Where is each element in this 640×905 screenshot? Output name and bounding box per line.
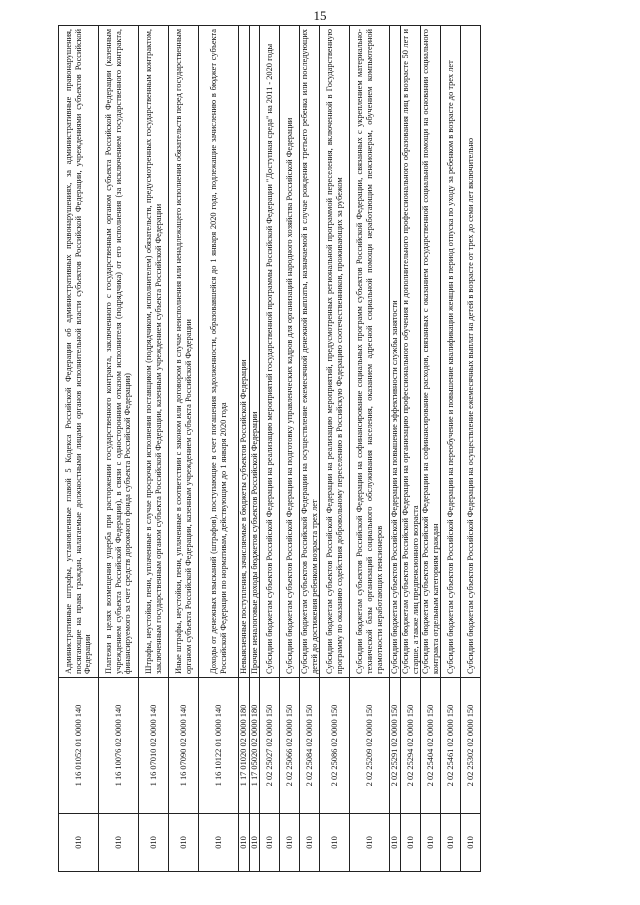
budget-code-cell: 1 17 01020 02 0000 180 bbox=[239, 678, 250, 814]
description-cell: Административные штрафы, установленные главой 5 Кодекса Российской Федерации об административных правонарушениях, за административные правонарушения, посягающие на права граждан, налагаемые должностными лицами органов исполнительной власти субъектов Российской Федерации, учреждениями субъектов Российской Федерации bbox=[59, 26, 99, 678]
description-cell: Субсидии бюджетам субъектов Российской Федерации на софинансирование социальных программ субъектов Российской Федерации, связанных с укреплением материально-технической базы организаций социального обслуживания населения, оказанием адресной социальной помощи неработающим пенсионерам, обучением компьютерной грамотности неработающих пенсионеров bbox=[350, 26, 390, 678]
table-row bbox=[390, 26, 401, 872]
page-number: 15 bbox=[313, 8, 327, 23]
description-cell: Субсидии бюджетам субъектов Российской Федерации на осуществление ежемесячной денежной выплаты, назначаемой в случае рождения третьего ребенка или последующих детей до достижения ребенком возраста трех лет bbox=[300, 26, 320, 678]
budget-code-cell: 1 17 05020 02 0000 180 bbox=[249, 678, 260, 814]
budget-code-cell: 2 02 25291 02 0000 150 bbox=[390, 678, 401, 814]
budget-code-cell: 2 02 25404 02 0000 150 bbox=[421, 678, 441, 814]
description-cell: Субсидии бюджетам субъектов Российской Федерации на организацию профессионального обучения и дополнительного профессионального образования лиц в возрасте 50 лет и старше, а также лиц предпенсионного возраста bbox=[400, 26, 420, 678]
admin-code-cell: 010 bbox=[350, 814, 390, 872]
admin-code-cell: 010 bbox=[421, 814, 441, 872]
admin-code-cell: 010 bbox=[320, 814, 350, 872]
table-row bbox=[350, 26, 390, 872]
admin-code-cell: 010 bbox=[59, 814, 99, 872]
budget-code-cell: 1 16 10076 02 0000 140 bbox=[99, 678, 139, 814]
table-row bbox=[99, 26, 139, 872]
description-cell: Субсидии бюджетам субъектов Российской Федерации на повышение эффективности службы занятости bbox=[390, 26, 401, 678]
table-row bbox=[280, 26, 300, 872]
rotated-table-frame bbox=[58, 26, 578, 872]
table-row bbox=[59, 26, 99, 872]
budget-code-cell: 2 02 25084 02 0000 150 bbox=[300, 678, 320, 814]
table-row bbox=[239, 26, 250, 872]
admin-code-cell: 010 bbox=[461, 814, 481, 872]
table-row bbox=[441, 26, 461, 872]
description-cell: Иные штрафы, неустойки, пени, уплаченные в соответствии с законом или договором в случае неисполнения или ненадлежащего исполнения обязательств перед государственным органом субъекта Российской Федерации, казенным учреждением субъекта Российской Федерации bbox=[169, 26, 199, 678]
description-cell: Субсидии бюджетам субъектов Российской Федерации на осуществление ежемесячных выплат на детей в возрасте от трех до семи лет включительно bbox=[461, 26, 481, 678]
table-row bbox=[260, 26, 280, 872]
table-row bbox=[300, 26, 320, 872]
description-cell: Субсидии бюджетам субъектов Российской Федерации на софинансирование расходов, связанных с оказанием государственной социальной помощи на основании социального контракта отдельным категориям граждан bbox=[421, 26, 441, 678]
description-cell: Платежи в целях возмещения ущерба при расторжении государственного контракта, заключенного с государственным органом субъекта Российской Федерации (казенным учреждением субъекта Российской Федерации), в связи с односторонним отказом исполнителя (подрядчика) от его исполнения (за исключением государственного контракта, финансируемого за счет средств дорожного фонда субъекта Российской Федерации) bbox=[99, 26, 139, 678]
description-cell: Субсидии бюджетам субъектов Российской Федерации на переобучение и повышение квалификации женщин в период отпуска по уходу за ребенком в возрасте до трех лет bbox=[441, 26, 461, 678]
budget-code-cell: 2 02 25294 02 0000 150 bbox=[400, 678, 420, 814]
description-cell: Штрафы, неустойки, пени, уплаченные в случае просрочки исполнения поставщиком (подрядчиком, исполнителем) обязательств, предусмотренных государственным контрактом, заключенным государственным органом субъекта Российской Федерации, казенным учреждением субъекта Российской Федерации bbox=[139, 26, 169, 678]
table-row bbox=[249, 26, 260, 872]
budget-code-cell: 1 16 07010 02 0000 140 bbox=[139, 678, 169, 814]
admin-code-cell: 010 bbox=[280, 814, 300, 872]
admin-code-cell: 010 bbox=[239, 814, 250, 872]
table-row bbox=[139, 26, 169, 872]
budget-code-cell: 2 02 25086 02 0000 150 bbox=[320, 678, 350, 814]
description-cell: Субсидии бюджетам субъектов Российской Федерации на подготовку управленческих кадров для организаций народного хозяйства Российской Федерации bbox=[280, 26, 300, 678]
admin-code-cell: 010 bbox=[199, 814, 239, 872]
budget-code-cell: 2 02 25302 02 0000 150 bbox=[461, 678, 481, 814]
revenue-code-table bbox=[58, 25, 481, 872]
rotated-table-content bbox=[58, 26, 578, 872]
table-row bbox=[320, 26, 350, 872]
budget-code-cell: 1 16 01052 01 0000 140 bbox=[59, 678, 99, 814]
table-row bbox=[400, 26, 420, 872]
admin-code-cell: 010 bbox=[400, 814, 420, 872]
budget-code-cell: 2 02 25066 02 0000 150 bbox=[280, 678, 300, 814]
table-row bbox=[461, 26, 481, 872]
budget-code-cell: 2 02 25209 02 0000 150 bbox=[350, 678, 390, 814]
table-row bbox=[169, 26, 199, 872]
table-row bbox=[199, 26, 239, 872]
description-cell: Субсидии бюджетам субъектов Российской Федерации на реализацию мероприятий, предусмотренных региональной программой переселения, включенной в Государственную программу по оказанию содействия добровольному переселению в Российскую Федерацию соотечественников, проживающих за рубежом bbox=[320, 26, 350, 678]
table-body bbox=[59, 26, 481, 872]
admin-code-cell: 010 bbox=[169, 814, 199, 872]
description-cell: Невыясненные поступления, зачисляемые в бюджеты субъектов Российской Федерации bbox=[239, 26, 250, 678]
admin-code-cell: 010 bbox=[249, 814, 260, 872]
budget-code-cell: 1 16 10122 01 0000 140 bbox=[199, 678, 239, 814]
table-row bbox=[421, 26, 441, 872]
budget-code-cell: 1 16 07090 02 0000 140 bbox=[169, 678, 199, 814]
admin-code-cell: 010 bbox=[300, 814, 320, 872]
admin-code-cell: 010 bbox=[139, 814, 169, 872]
budget-code-cell: 2 02 25027 02 0000 150 bbox=[260, 678, 280, 814]
budget-code-cell: 2 02 25461 02 0000 150 bbox=[441, 678, 461, 814]
admin-code-cell: 010 bbox=[260, 814, 280, 872]
description-cell: Доходы от денежных взысканий (штрафов), поступающие в счет погашения задолженности, образовавшейся до 1 января 2020 года, подлежащие зачислению в бюджет субъекта Российской Федерации по нормативам, действующим до 1 января 2020 года bbox=[199, 26, 239, 678]
admin-code-cell: 010 bbox=[441, 814, 461, 872]
description-cell: Прочие неналоговые доходы бюджетов субъектов Российской Федерации bbox=[249, 26, 260, 678]
admin-code-cell: 010 bbox=[390, 814, 401, 872]
description-cell: Субсидии бюджетам субъектов Российской Федерации на реализацию мероприятий государственной программы Российской Федерации "Доступная среда" на 2011 - 2020 годы bbox=[260, 26, 280, 678]
admin-code-cell: 010 bbox=[99, 814, 139, 872]
